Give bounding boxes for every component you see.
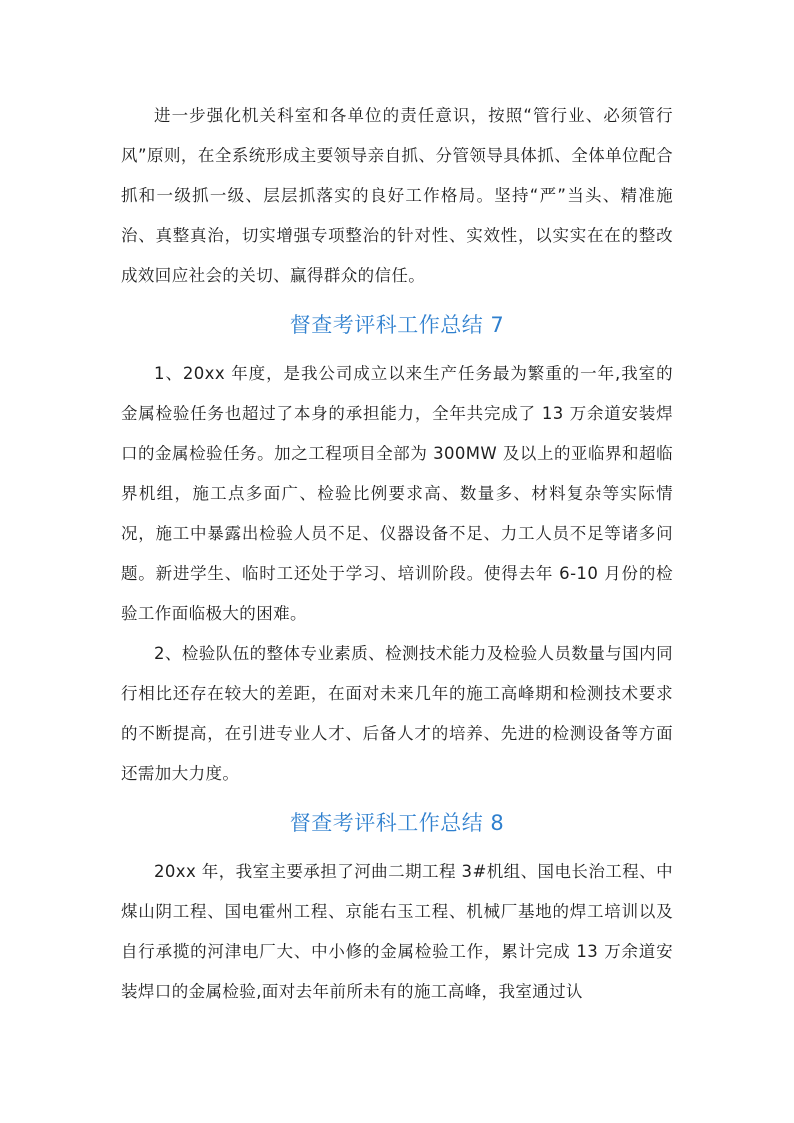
section-heading: 督查考评科工作总结 8 xyxy=(289,811,505,835)
body-paragraph: 进一步强化机关科室和各单位的责任意识，按照“管行业、必须管行风”原则，在全系统形成主要领导亲自抓、分管领导具体抓、全体单位配合抓和一级抓一级、层层抓落实的良好工作格局。坚持“严”当头、精准施治、真整真治，切实增强专项整治的针对性、实效性，以实实在在的整改成效回应社会的关切、赢得群众的信任。 xyxy=(121,106,673,285)
section-heading: 督查考评科工作总结 7 xyxy=(289,313,505,337)
body-paragraph: 20xx 年，我室主要承担了河曲二期工程 3#机组、国电长治工程、中煤山阴工程、国电霍州工程、京能右玉工程、机械厂基地的焊工培训以及自行承揽的河津电厂大、中小修的金属检验工作，累计完成 13 万余道安装焊口的金属检验,面对去年前所未有的施工高峰，我室通过认 xyxy=(121,862,673,1001)
body-paragraph: 1、20xx 年度，是我公司成立以来生产任务最为繁重的一年,我室的金属检验任务也超过了本身的承担能力，全年共完成了 13 万余道安装焊口的金属检验任务。加之工程项目全部为 300MW 及以上的亚临界和超临界机组，施工点多面广、检验比例要求高、数量多、材料复杂等实际情况，施工中暴露出检验人员不足、仪器设备不足、力工人员不足等诸多问题。新进学生、临时工还处于学习、培训阶段。使得去年 6-10 月份的检验工作面临极大的困难。 xyxy=(121,364,673,623)
body-paragraph: 2、检验队伍的整体专业素质、检测技术能力及检验人员数量与国内同行相比还存在较大的差距，在面对未来几年的施工高峰期和检测技术要求的不断提高，在引进专业人才、后备人才的培养、先进的检测设备等方面还需加大力度。 xyxy=(121,644,673,783)
